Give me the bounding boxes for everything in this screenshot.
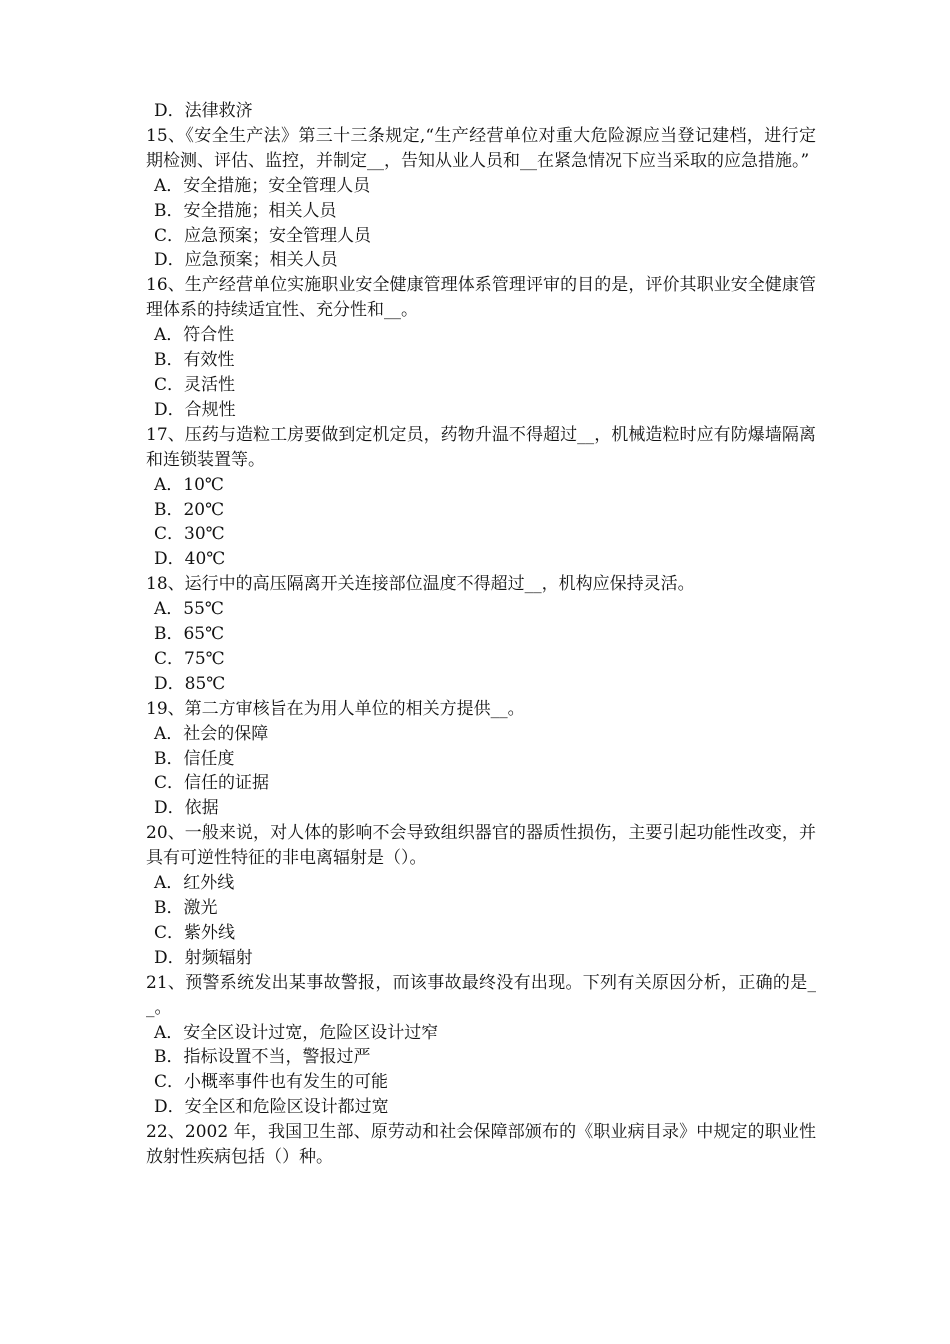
option-d: D．合规性	[154, 399, 236, 420]
document-body	[146, 99, 816, 1170]
option-c: C．75℃	[154, 648, 225, 669]
question-17	[146, 423, 816, 572]
question-21	[146, 971, 816, 1120]
option-c: C．小概率事件也有发生的可能	[154, 1072, 389, 1093]
option-c: C．信任的证据	[154, 773, 270, 794]
question-22	[146, 1120, 816, 1170]
question-stem: 17、压药与造粒工房要做到定机定员，药物升温不得超过__，机械造粒时应有防爆墙隔离和连锁装置等。	[146, 424, 816, 470]
option-b: B．指标设置不当，警报过严	[154, 1047, 371, 1068]
option-b: B．65℃	[154, 624, 225, 645]
question-18	[146, 572, 816, 697]
option-b: B．信任度	[154, 748, 235, 769]
question-stem: 15、《安全生产法》第三十三条规定,“生产经营单位对重大危险源应当登记建档，进行定期检测、评估、监控，并制定__，告知从业人员和__在紧急情况下应当采取的应急措施。”	[146, 125, 816, 171]
option-b: B．有效性	[154, 350, 235, 371]
option-c: C．30℃	[154, 524, 225, 545]
option-c: C．应急预案；安全管理人员	[154, 225, 372, 246]
question-stem: 18、运行中的高压隔离开关连接部位温度不得超过__，机构应保持灵活。	[146, 574, 695, 595]
question-15	[146, 124, 816, 273]
option-c: C．灵活性	[154, 374, 236, 395]
option-a: A．55℃	[154, 599, 224, 620]
question-stem: 20、一般来说，对人体的影响不会导致组织器官的器质性损伤，主要引起功能性改变，并具有可逆性特征的非电离辐射是（）。	[146, 823, 816, 869]
option-a: A．红外线	[154, 873, 235, 894]
option-d: D．40℃	[154, 549, 226, 570]
option-d: D．应急预案；相关人员	[154, 250, 338, 271]
question-stem: 22、2002 年，我国卫生部、原劳动和社会保障部颁布的《职业病目录》中规定的职业性放射性疾病包括（）种。	[146, 1122, 816, 1168]
option-b: B．20℃	[154, 499, 225, 520]
option-a: A．社会的保障	[154, 723, 269, 744]
question-stem: 19、第二方审核旨在为用人单位的相关方提供__。	[146, 698, 525, 719]
option-d: D．85℃	[154, 673, 226, 694]
option-a: A．符合性	[154, 325, 235, 346]
question-stem: 16、生产经营单位实施职业安全健康管理体系管理评审的目的是，评价其职业安全健康管理体系的持续适宜性、充分性和__。	[146, 275, 816, 321]
question-16	[146, 273, 816, 422]
question-stem: 21、预警系统发出某事故警报，而该事故最终没有出现。下列有关原因分析，正确的是__。	[146, 972, 816, 1018]
option-line: D．法律救济	[154, 101, 253, 121]
option-d: D．射频辐射	[154, 947, 253, 968]
question-20	[146, 821, 816, 970]
option-d: D．依据	[154, 798, 219, 819]
option-a: A．安全措施；安全管理人员	[154, 175, 371, 196]
option-d: D．安全区和危险区设计都过宽	[154, 1097, 389, 1118]
question-19	[146, 697, 816, 822]
option-b: B．安全措施；相关人员	[154, 200, 337, 221]
option-b: B．激光	[154, 898, 218, 918]
option-c: C．紫外线	[154, 922, 236, 943]
option-a: A．10℃	[154, 474, 224, 495]
option-a: A．安全区设计过宽，危险区设计过窄	[154, 1022, 439, 1043]
